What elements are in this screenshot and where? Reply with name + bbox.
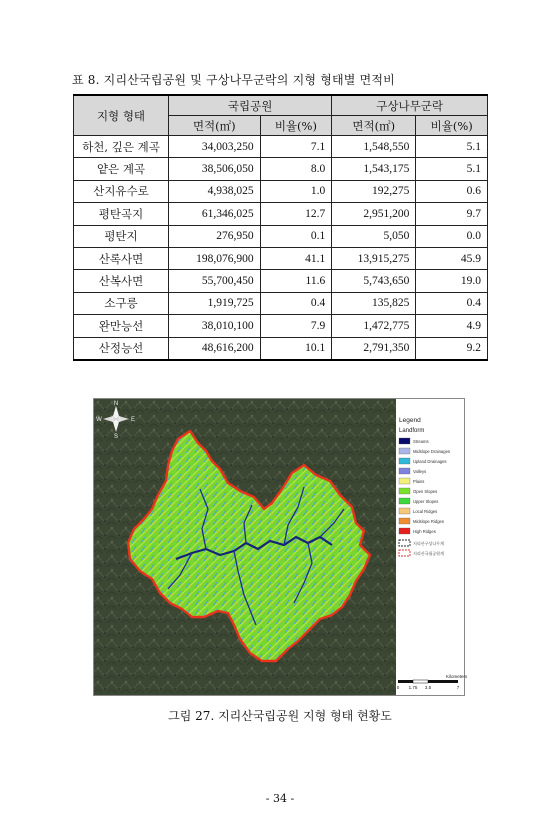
row-r2: 5.1: [416, 158, 488, 180]
header-area-park: 면적(㎡): [169, 116, 261, 136]
row-r2: 9.7: [416, 203, 488, 225]
row-category: 산록사면: [74, 247, 169, 269]
row-category: 평탄곡지: [74, 203, 169, 225]
legend-label: Valleys: [413, 469, 427, 474]
row-a2: 5,050: [332, 225, 416, 247]
legend-boundary-swatch: [399, 540, 410, 546]
compass-e: E: [130, 417, 136, 423]
landform-area-table: [73, 94, 488, 361]
row-a1: 38,506,050: [169, 158, 261, 180]
row-r2: 45.9: [416, 247, 488, 269]
table-row: [74, 315, 488, 337]
row-r2: 5.1: [416, 136, 488, 158]
compass-s: S: [113, 434, 119, 440]
legend-label: Midslope Ridges: [413, 519, 444, 524]
row-category: 얕은 계곡: [74, 158, 169, 180]
table-caption: 표 8. 지리산국립공원 및 구상나무군락의 지형 형태별 면적비: [72, 73, 395, 87]
row-r1: 11.6: [260, 270, 332, 292]
page-number: - 34 -: [265, 792, 295, 805]
table-row: [74, 136, 488, 158]
legend-subtitle: Landform: [399, 428, 425, 434]
legend-label: Upper Slopes: [413, 499, 439, 504]
legend-swatch: [399, 458, 410, 464]
legend-swatch: [399, 468, 410, 474]
compass-n: N: [113, 401, 119, 407]
row-category: 산지유수로: [74, 180, 169, 202]
row-r2: 19.0: [416, 270, 488, 292]
legend-swatch: [399, 518, 410, 524]
legend-label: Upland Drainages: [413, 459, 447, 464]
legend-swatch: [399, 498, 410, 504]
row-a2: 2,951,200: [332, 203, 416, 225]
row-category: 평탄지: [74, 225, 169, 247]
row-r1: 0.1: [260, 225, 332, 247]
legend-title: Legend: [399, 417, 421, 424]
row-r1: 8.0: [260, 158, 332, 180]
row-r2: 9.2: [416, 337, 488, 360]
table-row: [74, 292, 488, 314]
scale-unit: Kilometers: [446, 674, 468, 679]
row-r1: 41.1: [260, 247, 332, 269]
row-r1: 0.4: [260, 292, 332, 314]
row-a1: 38,010,100: [169, 315, 261, 337]
row-a2: 192,275: [332, 180, 416, 202]
header-group-park: 국립공원: [169, 95, 332, 116]
landform-map: [93, 398, 468, 696]
map-svg: [94, 399, 468, 695]
figure-caption: 그림 27. 지리산국립공원 지형 형태 현황도: [168, 709, 392, 723]
row-category: 완만능선: [74, 315, 169, 337]
header-ratio-park: 비율(%): [260, 116, 332, 136]
table-row: [74, 247, 488, 269]
scale-tick-label: 1.75: [408, 685, 418, 690]
row-r2: 4.9: [416, 315, 488, 337]
legend-swatch: [399, 448, 410, 454]
row-a2: 13,915,275: [332, 247, 416, 269]
row-a1: 4,938,025: [169, 180, 261, 202]
row-r1: 1.0: [260, 180, 332, 202]
row-r1: 10.1: [260, 337, 332, 360]
row-a2: 135,825: [332, 292, 416, 314]
row-r2: 0.4: [416, 292, 488, 314]
legend-label: Open Slopes: [413, 489, 438, 494]
legend-label: Streams: [413, 439, 429, 444]
legend-label: Plains: [413, 479, 425, 484]
map-legend: [399, 417, 450, 556]
header-ratio-fir: 비율(%): [416, 116, 488, 136]
scale-tick-label: 3.5: [424, 685, 432, 690]
header-group-fir: 구상나무군락: [332, 95, 488, 116]
row-a1: 61,346,025: [169, 203, 261, 225]
row-a2: 1,472,775: [332, 315, 416, 337]
compass-w: W: [96, 417, 102, 423]
row-a2: 1,548,550: [332, 136, 416, 158]
legend-boundary-swatch: [399, 550, 410, 556]
legend-label: Midslope Drainages: [413, 449, 451, 454]
row-a1: 276,950: [169, 225, 261, 247]
table-row: [74, 337, 488, 360]
table-row: [74, 225, 488, 247]
row-r1: 7.9: [260, 315, 332, 337]
row-a2: 2,791,350: [332, 337, 416, 360]
row-a1: 34,003,250: [169, 136, 261, 158]
row-a2: 5,743,650: [332, 270, 416, 292]
legend-boundary-label: 지리산구상나무계: [413, 541, 444, 546]
row-r1: 12.7: [260, 203, 332, 225]
row-category: 산복사면: [74, 270, 169, 292]
table-row: [74, 158, 488, 180]
table-row: [74, 203, 488, 225]
table-row: [74, 180, 488, 202]
table-row: [74, 270, 488, 292]
row-category: 산정능선: [74, 337, 169, 360]
row-category: 하천, 깊은 계곡: [74, 136, 169, 158]
legend-swatch: [399, 508, 410, 514]
legend-swatch: [399, 438, 410, 444]
scale-bar: [397, 674, 468, 690]
row-a1: 1,919,725: [169, 292, 261, 314]
legend-swatch: [399, 478, 410, 484]
header-area-fir: 면적(㎡): [332, 116, 416, 136]
legend-swatch: [399, 488, 410, 494]
row-a1: 48,616,200: [169, 337, 261, 360]
row-a2: 1,543,175: [332, 158, 416, 180]
scale-tick-label: 0: [396, 685, 400, 690]
row-r2: 0.6: [416, 180, 488, 202]
row-a1: 198,076,900: [169, 247, 261, 269]
header-category: 지형 형태: [74, 95, 169, 136]
scale-tick-label: 7: [456, 685, 460, 690]
legend-label: High Ridges: [413, 529, 436, 534]
row-a1: 55,700,450: [169, 270, 261, 292]
row-category: 소구릉: [74, 292, 169, 314]
legend-swatch: [399, 528, 410, 534]
row-r2: 0.0: [416, 225, 488, 247]
row-r1: 7.1: [260, 136, 332, 158]
legend-boundary-label: 지리산국립공원계: [413, 551, 444, 556]
legend-label: Local Ridges: [413, 509, 438, 514]
